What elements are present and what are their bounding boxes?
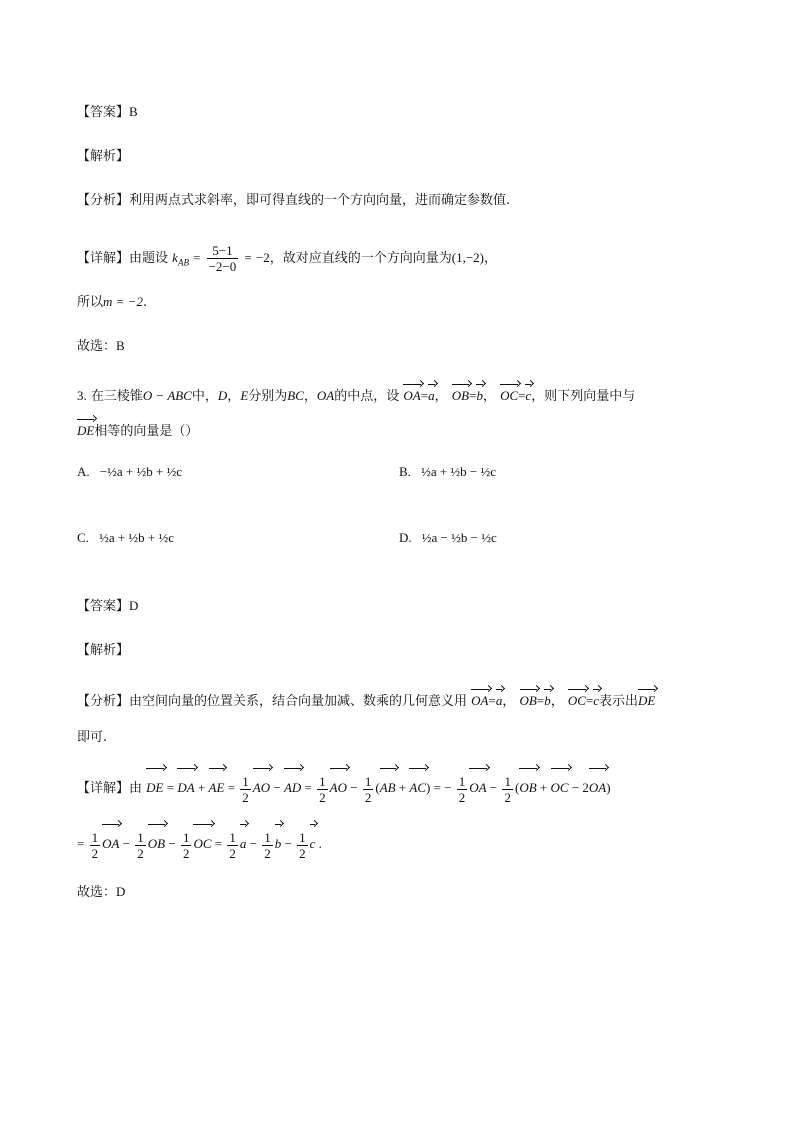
- slope-fraction: $\frac{5-1}{-2-0}$: [208, 243, 237, 274]
- detail-pre: 由题设: [129, 251, 169, 266]
- option-d[interactable]: D. ½a − ½b − ½c: [399, 530, 497, 545]
- direction-vector: (1,−2): [451, 250, 484, 265]
- vector-de: DE: [77, 421, 94, 441]
- q3-stem-line2: DE相等的向量是（）: [77, 423, 199, 439]
- detail-label: 【详解】: [77, 251, 130, 266]
- vector-oc: OC: [500, 386, 518, 406]
- q2-so: 所以m = −2.: [77, 294, 148, 310]
- q3-fenxi-line2: 即可.: [77, 730, 108, 745]
- answer-label: 【答案】: [77, 105, 130, 120]
- option-d-expr: ½a − ½b − ½c: [421, 530, 497, 545]
- q3-stem-line1: 3. 在三棱锥O − ABC中，D，E分别为BC，OA的中点，设 OA=a， OB=b， OC=c，则下列向量中与: [77, 388, 636, 404]
- q3-answer: 【答案】D: [77, 598, 139, 614]
- q3-fenxi: 【分析】由空间向量的位置关系，结合向量加减、数乘的几何意义用 OA=a， OB=b， OC=c表示出DE: [77, 693, 656, 709]
- answer-value: D: [129, 598, 139, 613]
- m-value: m = −2: [103, 294, 143, 309]
- q2-analysis-label: 【解析】: [77, 149, 130, 164]
- q2-fenxi: [77, 191, 510, 211]
- option-a[interactable]: A. −½a + ½b + ½c: [77, 464, 183, 479]
- option-b-expr: ½a + ½b − ½c: [421, 464, 497, 479]
- question-number: 3.: [77, 388, 87, 403]
- fenxi-text: 利用两点式求斜率，即可得直线的一个方向向量，进而确定参数值.: [129, 193, 511, 208]
- vector-oa: OA: [403, 386, 420, 406]
- k-ab: $k_{AB}$: [172, 250, 189, 268]
- option-a-expr: −½a + ½b + ½c: [99, 464, 183, 479]
- q2-answer: [77, 102, 138, 123]
- q3-detail-line1: 【详解】由 DE = DA + AE = $\frac{1}{2}$ AO − AD = $\frac{1}{2}$ AO − $\frac{1}{2}$ (AB + AC) = − $\frac{1}{2}$ OA − $\frac{1}{2}$ (OB + OC − 2OA): [77, 770, 611, 807]
- vector-b: b: [476, 386, 483, 406]
- option-c[interactable]: C. ½a + ½b + ½c: [77, 530, 175, 545]
- q3-choose: 故选：D: [77, 884, 126, 900]
- q2-detail: 【详解】由题设 $k_{AB}$ = $\frac{5-1}{-2-0}$ = −2，故对应直线的一个方向向量为(1,−2)，: [77, 243, 497, 274]
- vector-ob: OB: [452, 386, 469, 406]
- q3-analysis-label: 【解析】: [77, 643, 130, 658]
- option-c-expr: ½a + ½b + ½c: [99, 530, 175, 545]
- q3-detail-line2: = $\frac{1}{2}$ OA − $\frac{1}{2}$ OB − $\frac{1}{2}$ OC = $\frac{1}{2}$ a − $\frac{1}{2}$ b − $\frac{1}{2}$ c .: [77, 826, 322, 863]
- vector-a: a: [428, 386, 435, 406]
- fenxi-label: 【分析】: [77, 193, 130, 208]
- choose-value: B: [116, 338, 125, 353]
- choose-value: D: [116, 884, 126, 899]
- option-b[interactable]: B. ½a + ½b − ½c: [399, 464, 497, 479]
- slope-value: −2: [255, 250, 270, 265]
- answer-value: B: [129, 104, 138, 119]
- q2-choose: 故选：B: [77, 338, 125, 354]
- vector-c: c: [525, 386, 531, 406]
